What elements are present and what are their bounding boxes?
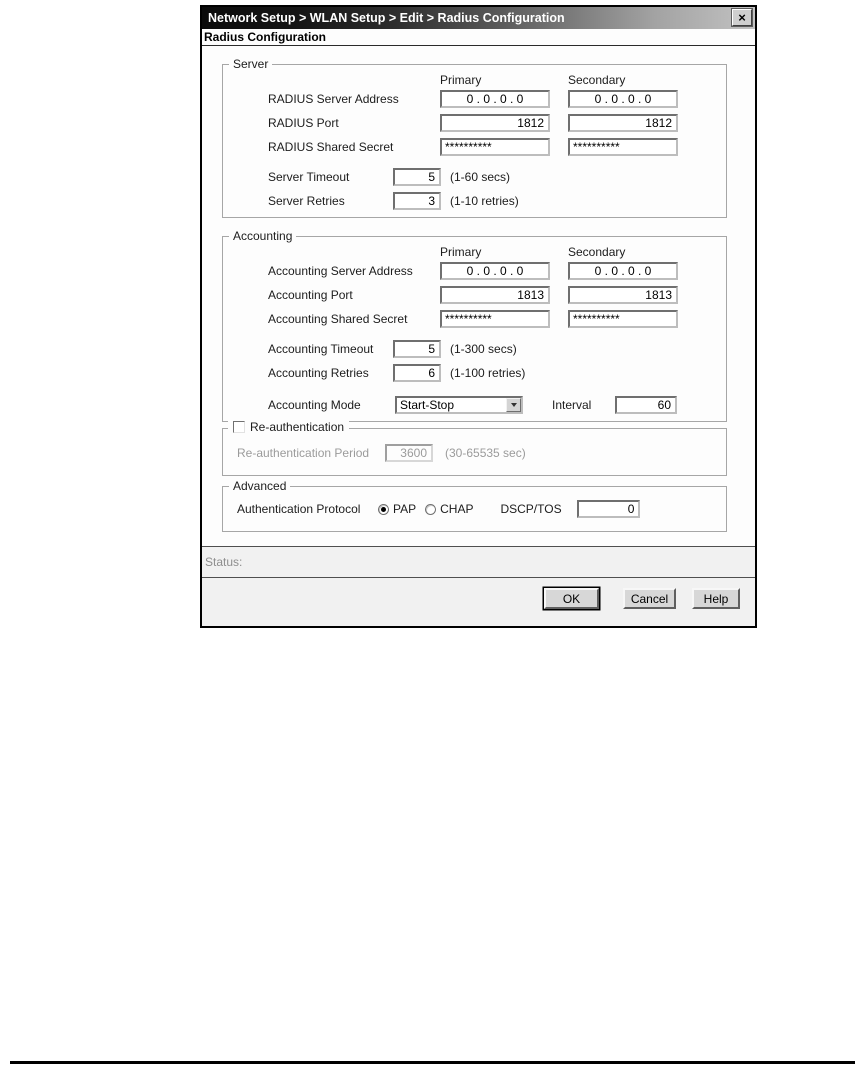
accounting-timeout-label: Accounting Timeout [268,342,374,356]
accounting-group-legend: Accounting [229,229,296,243]
close-icon: × [738,10,746,25]
cancel-button[interactable]: Cancel [623,588,676,609]
server-timeout-hint: (1-60 secs) [450,170,511,184]
accounting-shared-secret-row [223,307,726,331]
accounting-retries-label: Accounting Retries [268,366,369,380]
accounting-mode-value: Start-Stop [400,398,455,412]
radius-shared-secret-row [223,135,726,159]
page-title: Radius Configuration [204,30,326,44]
server-retries-label: Server Retries [268,194,345,208]
chap-radio[interactable] [425,502,473,516]
page-header [202,29,755,46]
secondary-column-header: Secondary [568,245,626,259]
accounting-mode-row [223,393,726,417]
radius-shared-secret-secondary-input[interactable] [568,138,678,156]
dscp-tos-label: DSCP/TOS [500,502,562,516]
reauthentication-checkbox-label: Re-authentication [250,420,345,434]
advanced-group [222,479,727,532]
close-button[interactable] [732,9,752,26]
server-timeout-row [223,165,726,189]
primary-column-header: Primary [440,73,482,87]
server-group [222,57,727,218]
ok-button[interactable]: OK [544,588,599,609]
pap-radio-label: PAP [393,502,417,516]
server-retries-row [223,189,726,213]
radius-port-secondary-input[interactable] [568,114,678,132]
dscp-tos-input[interactable] [577,500,640,518]
accounting-retries-hint: (1-100 retries) [450,366,526,380]
reauthentication-period-row [223,441,726,465]
chevron-down-icon [511,403,517,407]
reauthentication-checkbox[interactable] [233,421,245,433]
accounting-server-address-label: Accounting Server Address [268,264,413,278]
radius-configuration-dialog [200,5,757,628]
reauthentication-group [222,420,727,476]
reauthentication-period-label: Re-authentication Period [237,446,370,460]
accounting-group [222,229,727,422]
authentication-protocol-label: Authentication Protocol [237,502,361,516]
reauthentication-period-input [385,444,433,462]
radius-shared-secret-primary-input[interactable] [440,138,550,156]
interval-input[interactable] [615,396,677,414]
accounting-port-row [223,283,726,307]
radius-port-label: RADIUS Port [268,116,339,130]
accounting-server-address-secondary-input[interactable] [568,262,678,280]
dropdown-button[interactable] [506,398,521,412]
dialog-content [202,46,755,546]
primary-column-header: Primary [440,245,482,259]
accounting-server-address-row [223,259,726,283]
server-group-legend: Server [229,57,272,71]
accounting-column-headers [223,245,726,259]
status-bar [202,546,755,578]
accounting-retries-row [223,361,726,385]
dialog-titlebar [202,7,755,29]
pap-radio[interactable] [378,502,416,516]
accounting-shared-secret-label: Accounting Shared Secret [268,312,408,326]
accounting-mode-label: Accounting Mode [268,398,361,412]
radius-port-primary-input[interactable] [440,114,550,132]
accounting-server-address-primary-input[interactable] [440,262,550,280]
accounting-retries-input[interactable] [393,364,441,382]
accounting-port-label: Accounting Port [268,288,353,302]
help-button[interactable]: Help [692,588,740,609]
accounting-shared-secret-primary-input[interactable] [440,310,550,328]
radius-server-address-primary-input[interactable] [440,90,550,108]
accounting-timeout-row [223,337,726,361]
radius-shared-secret-label: RADIUS Shared Secret [268,140,394,154]
interval-label: Interval [552,398,592,412]
radio-selected-icon [378,504,389,515]
radius-port-row [223,111,726,135]
chap-radio-label: CHAP [440,502,474,516]
button-bar [202,578,755,626]
accounting-timeout-input[interactable] [393,340,441,358]
advanced-group-legend: Advanced [229,479,290,493]
server-column-headers [223,73,726,87]
secondary-column-header: Secondary [568,73,626,87]
radius-server-address-secondary-input[interactable] [568,90,678,108]
reauthentication-legend [228,420,349,434]
accounting-shared-secret-secondary-input[interactable] [568,310,678,328]
authentication-protocol-row [223,497,726,521]
accounting-mode-select[interactable] [395,396,523,414]
server-retries-input[interactable] [393,192,441,210]
server-timeout-label: Server Timeout [268,170,350,184]
accounting-port-primary-input[interactable] [440,286,550,304]
radio-unselected-icon [425,504,436,515]
accounting-port-secondary-input[interactable] [568,286,678,304]
server-timeout-input[interactable] [393,168,441,186]
server-retries-hint: (1-10 retries) [450,194,519,208]
accounting-timeout-hint: (1-300 secs) [450,342,517,356]
status-label: Status: [205,555,243,569]
dialog-title: Network Setup > WLAN Setup > Edit > Radius Configuration [208,11,565,25]
radius-server-address-label: RADIUS Server Address [268,92,399,106]
radius-server-address-row [223,87,726,111]
reauthentication-period-hint: (30-65535 sec) [445,446,526,460]
page-footer-rule [10,1061,855,1064]
